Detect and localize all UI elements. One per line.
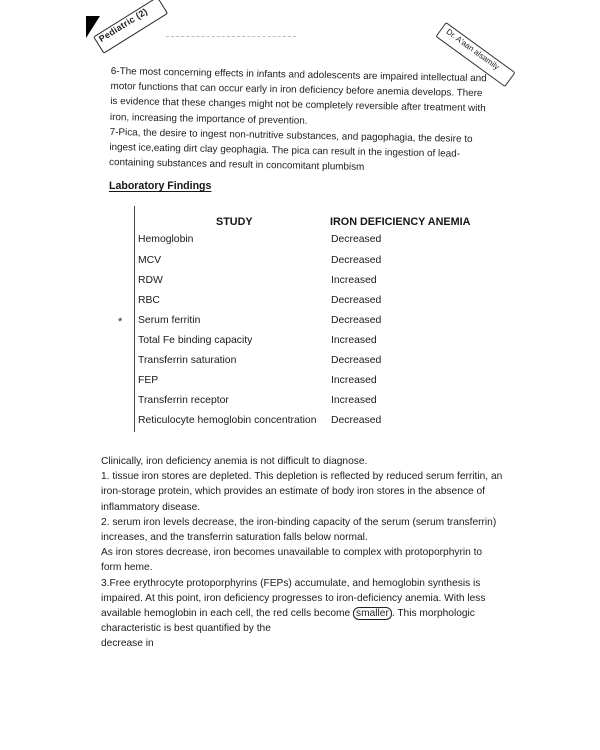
diagnosis-intro-line: Clinically, iron deficiency anemia is not difficult to diagnose.: [101, 456, 368, 467]
table-cell-ida: Increased: [331, 395, 377, 406]
diagnosis-step-2: 2. serum iron levels decrease, the iron-binding capacity of the serum (serum transferrin) increases, and the transferrin saturation falls below normal.: [101, 516, 497, 544]
clinical-diagnosis-section: [101, 454, 503, 652]
table-row: [138, 375, 438, 393]
table-row: [138, 315, 438, 333]
table-cell-ida: Decreased: [331, 415, 382, 426]
table-cell-study: Hemoglobin: [138, 234, 194, 245]
table-row: [138, 255, 438, 273]
decrease-in-line: decrease in: [101, 638, 154, 650]
intro-section: [109, 64, 491, 178]
author-stamp-label: Dr. A'aan alsamily: [444, 27, 501, 72]
table-cell-study: FEP: [138, 375, 159, 386]
table-cell-study: Serum ferritin: [138, 315, 201, 326]
step-3-text-a: 3.Free erythrocyte protoporphyrins (FEPs) accumulate, and hemoglobin synthesis is impaired. At this point, iron deficiency progresses to iron-deficiency anemia. With less available hemoglobin in each cell, the red cells become: [101, 577, 486, 620]
pediatric-stamp: [88, 0, 171, 59]
table-header-ida: IRON DEFICIENCY ANEMIA: [330, 216, 471, 228]
diagnosis-step-3: [101, 576, 503, 637]
table-cell-study: RBC: [138, 295, 160, 306]
asterisk-marker: *: [118, 316, 123, 328]
table-row: [138, 335, 438, 353]
table-cell-ida: Increased: [331, 335, 377, 346]
table-cell-ida: Increased: [331, 275, 377, 286]
table-cell-study: Transferrin receptor: [138, 395, 229, 406]
table-cell-ida: Decreased: [331, 234, 382, 245]
diagnosis-step-1: 1. tissue iron stores are depleted. This depletion is reflected by reduced serum ferritin, an iron-storage protein, which provides an estimate of body iron stores in the absence of inflammatory disease.: [101, 471, 503, 513]
table-row: [138, 275, 438, 293]
table-row: [138, 395, 438, 413]
intro-paragraph-pica: 7-Pica, the desire to ingest non-nutritive substances, and pagophagia, the desire to ingest ice,eating dirt clay geophagia. The pica can result in the ingestion of lead-containing substances and result in concomitant plumbism: [108, 126, 473, 174]
table-left-rule: [134, 206, 135, 432]
table-cell-study: Total Fe binding capacity: [138, 335, 253, 346]
table-cell-study: RDW: [138, 275, 163, 286]
smaller-boxed-word: smaller: [353, 607, 392, 620]
table-cell-study: MCV: [138, 255, 162, 266]
table-row: [138, 355, 438, 373]
header-faint-rule: [166, 36, 296, 37]
step-3-text-b: . This morphologic characteristic is best quantified by the: [101, 608, 475, 635]
table-cell-ida: Decreased: [331, 255, 382, 266]
table-row: [138, 234, 438, 252]
pediatric-stamp-box: [93, 0, 168, 54]
table-cell-ida: Decreased: [331, 315, 382, 326]
table-cell-study: Reticulocyte hemoglobin concentration: [138, 415, 317, 426]
laboratory-findings-heading: Laboratory Findings: [109, 180, 212, 192]
table-cell-ida: Decreased: [331, 355, 382, 366]
table-cell-study: Transferrin saturation: [138, 355, 237, 366]
table-row: [138, 295, 438, 313]
pediatric-stamp-label: Pediatric (2): [97, 6, 150, 45]
iron-stores-line: As iron stores decrease, iron becomes unavailable to complex with protoporphyrin to form heme.: [101, 547, 483, 574]
table-header-study: STUDY: [216, 216, 253, 228]
intro-paragraph-impaired-function: 6-The most concerning effects in infants and adolescents are impaired intellectual and motor functions that can occur early in iron deficiency before anemia develops. There is evidence that these changes might not be completely reversible after treatment with iron, increasing the importance of prevention.: [109, 65, 487, 127]
table-cell-ida: Decreased: [331, 295, 382, 306]
table-cell-ida: Increased: [331, 375, 377, 386]
table-row: [138, 415, 438, 433]
